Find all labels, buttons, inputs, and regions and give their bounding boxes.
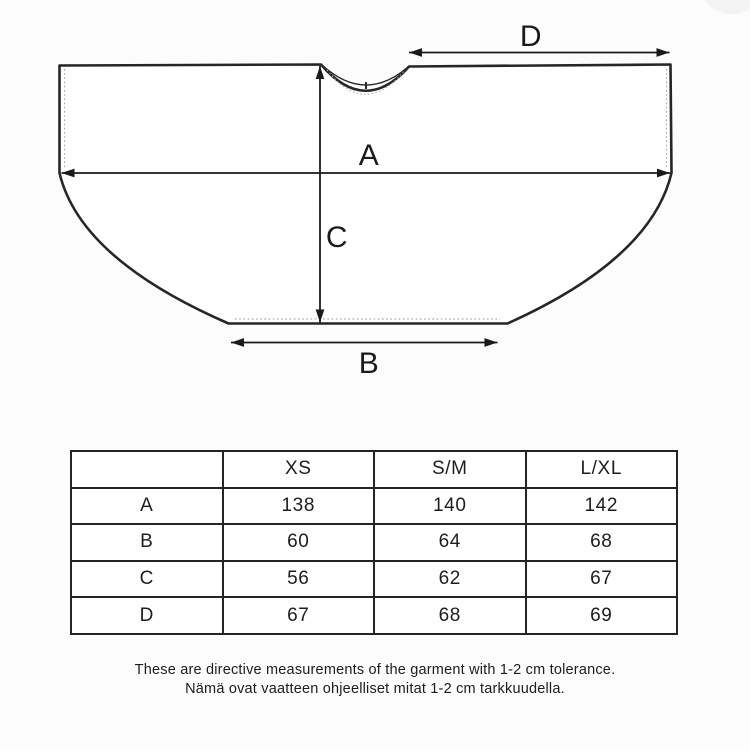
dim-label-c: C (325, 221, 349, 254)
tolerance-caption (0, 661, 750, 699)
table-row-c (71, 561, 677, 598)
cell-b-lxl: 68 (526, 524, 678, 561)
cell-b-xs: 60 (223, 524, 375, 561)
row-label-b: B (71, 524, 223, 561)
table-header-row (71, 451, 677, 488)
cell-c-sm: 62 (374, 561, 526, 598)
cell-a-lxl: 142 (526, 488, 678, 525)
caption-line-en: These are directive measurements of the garment with 1-2 cm tolerance. (134, 662, 616, 678)
table-row-b (71, 524, 677, 561)
column-header-xs: XS (223, 451, 375, 488)
cell-c-xs: 56 (223, 561, 375, 598)
caption-line-fi: Nämä ovat vaatteen ohjeelliset mitat 1-2 cm tarkkuudella. (185, 681, 565, 697)
cell-d-sm: 68 (374, 597, 526, 634)
dim-label-b: B (358, 347, 380, 380)
dimension-arrow-d (409, 20, 670, 53)
size-table (70, 450, 678, 635)
row-label-d: D (71, 597, 223, 634)
dim-label-d: D (519, 20, 543, 53)
dim-label-a: A (358, 139, 380, 172)
row-label-a: A (71, 488, 223, 525)
row-label-c: C (71, 561, 223, 598)
cell-c-lxl: 67 (526, 561, 678, 598)
column-header-sm: S/M (374, 451, 526, 488)
cell-d-xs: 67 (223, 597, 375, 634)
cell-a-xs: 138 (223, 488, 375, 525)
cell-b-sm: 64 (374, 524, 526, 561)
faint-corner-artifact (698, 0, 750, 14)
table-row-d (71, 597, 677, 634)
cell-d-lxl: 69 (526, 597, 678, 634)
column-header-blank (71, 451, 223, 488)
column-header-lxl: L/XL (526, 451, 678, 488)
garment-outline (60, 65, 672, 324)
cell-a-sm: 140 (374, 488, 526, 525)
dimension-arrow-b (231, 343, 498, 381)
table-row-a (71, 488, 677, 525)
